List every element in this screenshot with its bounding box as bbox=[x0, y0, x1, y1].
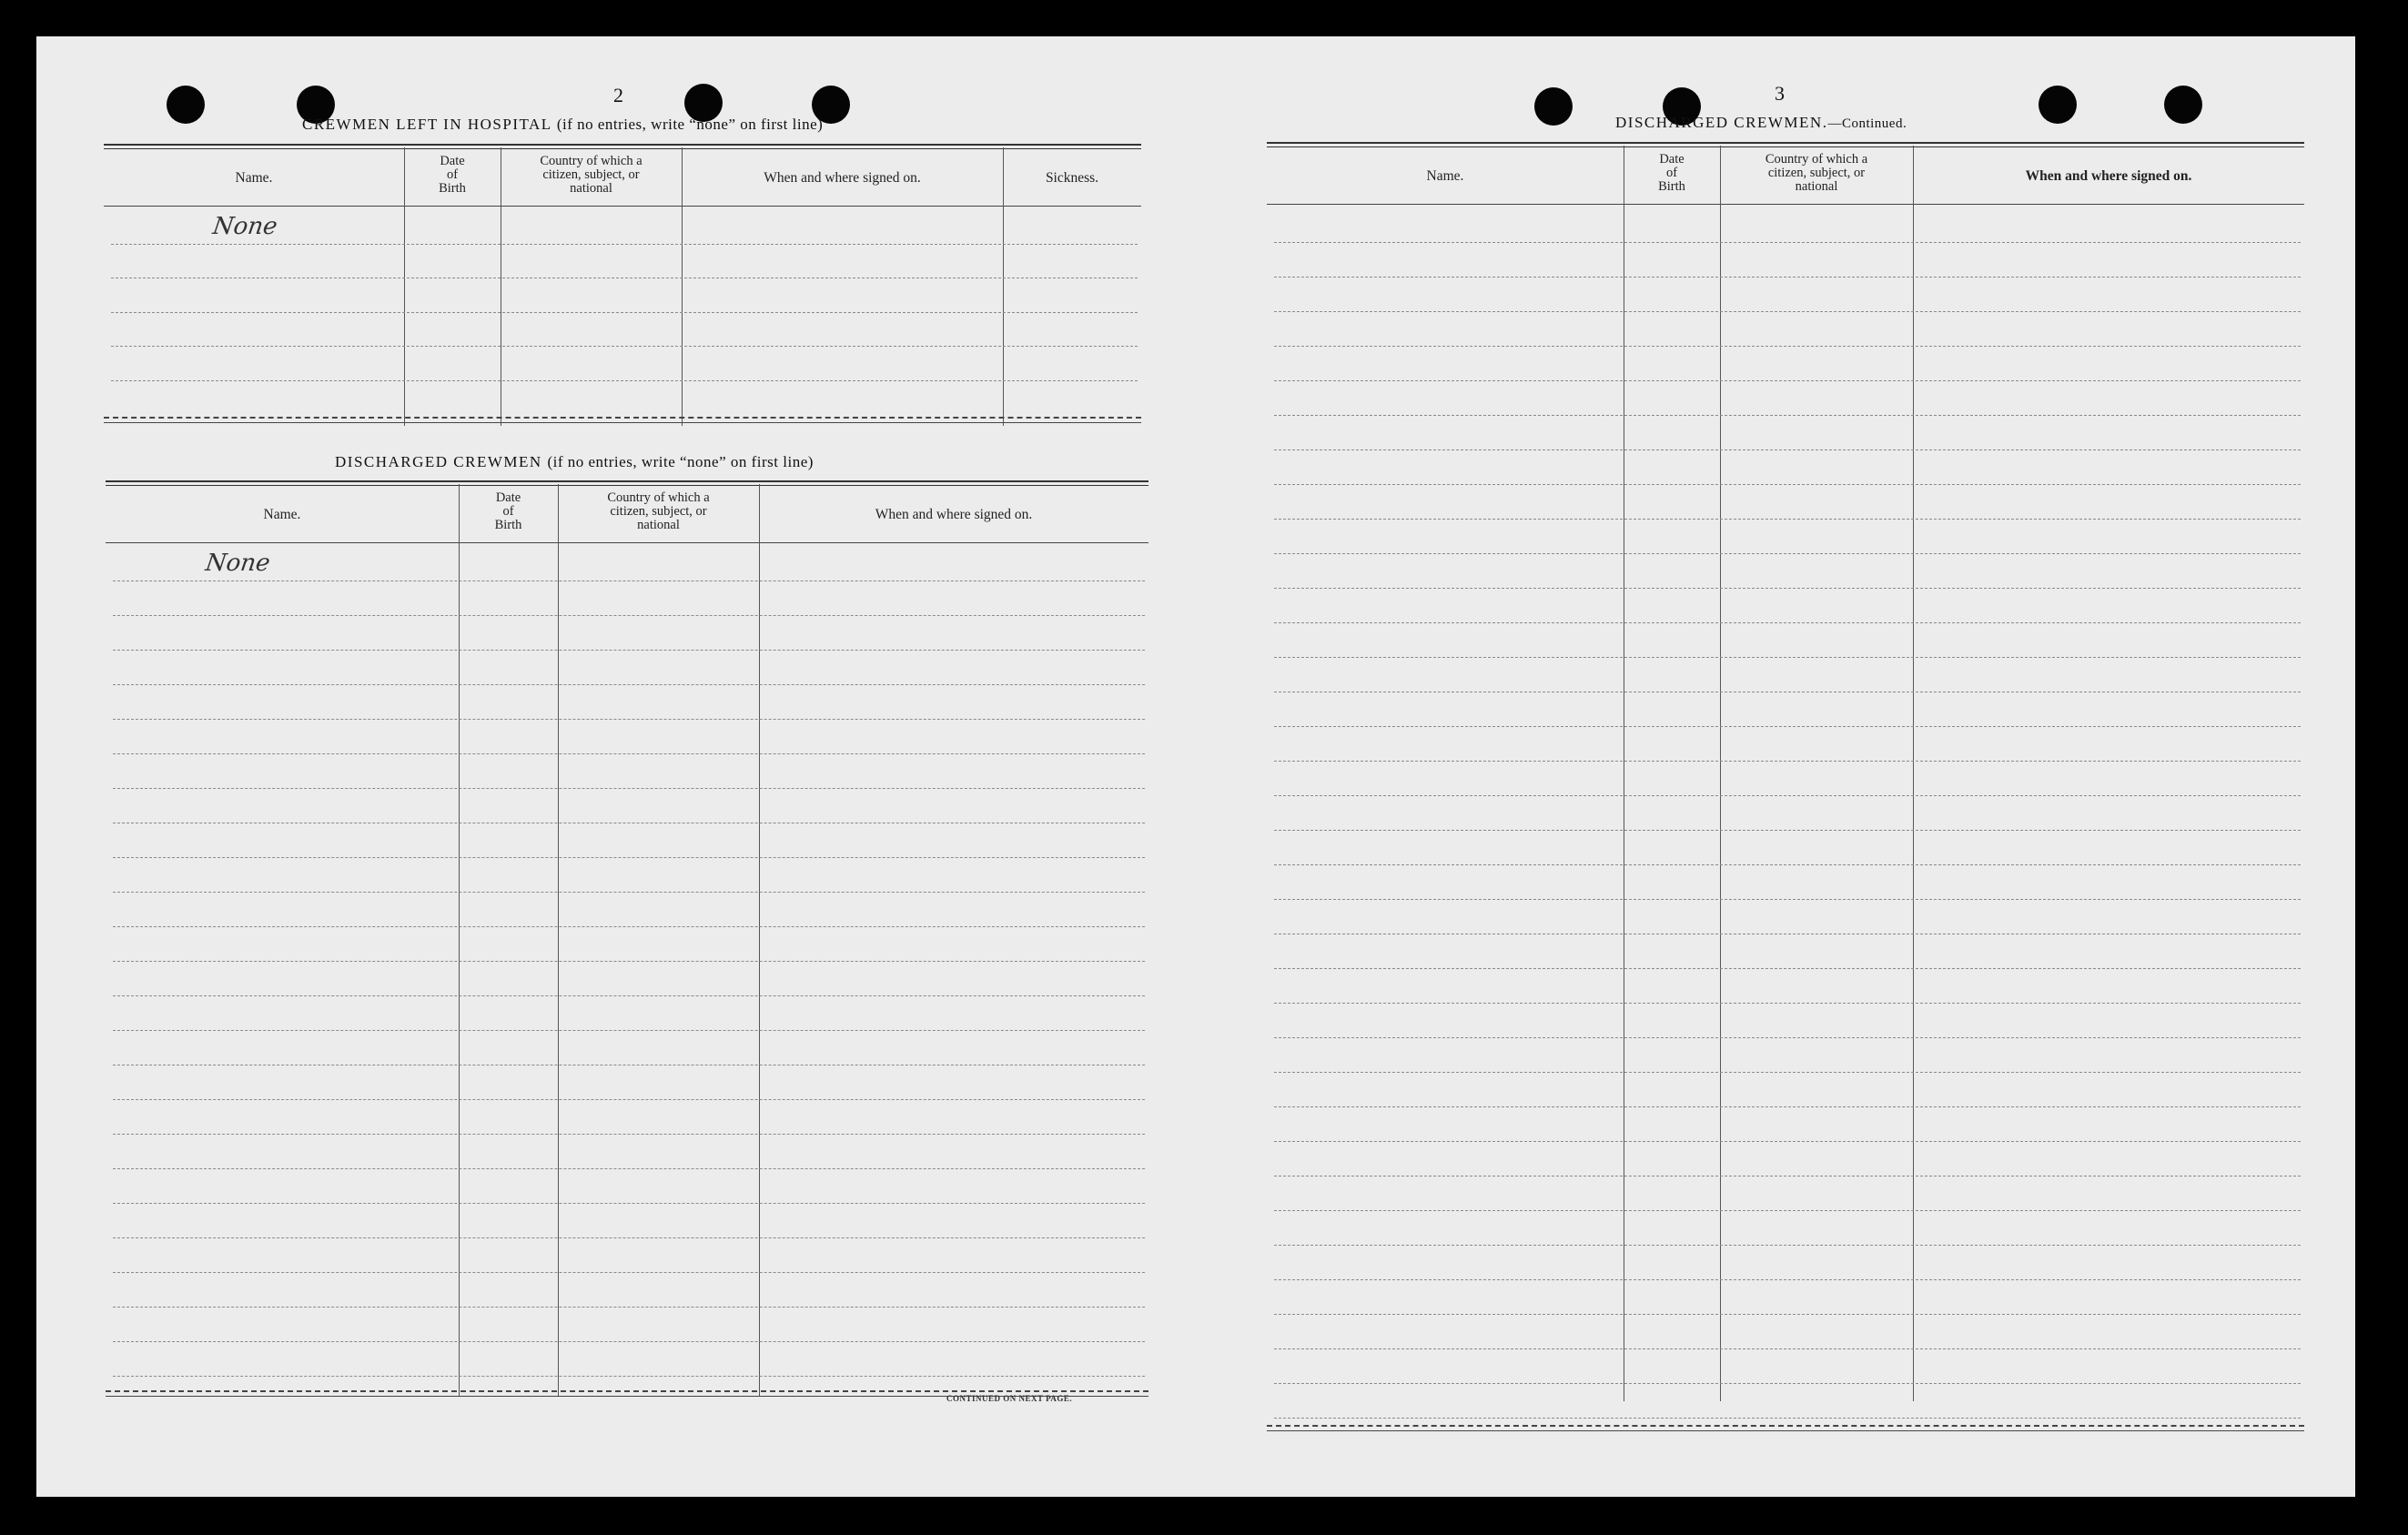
punch-hole-7 bbox=[2039, 86, 2077, 124]
ledger-sheet bbox=[36, 36, 2355, 1497]
table-row bbox=[113, 788, 1145, 789]
table-row bbox=[113, 1168, 1145, 1169]
table-row bbox=[113, 1030, 1145, 1031]
column-header-date-of-birth: Date of Birth bbox=[439, 154, 466, 196]
column-divider bbox=[1003, 147, 1004, 426]
table-row bbox=[1274, 761, 2301, 762]
table-row bbox=[1274, 1279, 2301, 1280]
column-header-date-of-birth: Date of Birth bbox=[1658, 152, 1685, 194]
discharged-section-title bbox=[335, 453, 814, 471]
table-row bbox=[113, 1203, 1145, 1204]
discharged-continued-table bbox=[1267, 142, 2304, 1416]
discharged-continued-title bbox=[1615, 114, 1907, 132]
table-row bbox=[1274, 1314, 2301, 1315]
table-row bbox=[1274, 968, 2301, 969]
table-row bbox=[113, 1237, 1145, 1238]
table-row bbox=[113, 1307, 1145, 1308]
column-header-country: Country of which a citizen, subject, or national bbox=[1765, 152, 1868, 194]
table-row bbox=[1274, 1003, 2301, 1004]
column-header-name: Name. bbox=[263, 507, 301, 522]
table-row bbox=[1274, 899, 2301, 900]
column-header-signed-on: When and where signed on. bbox=[2025, 168, 2192, 184]
column-header-sickness: Sickness. bbox=[1045, 170, 1099, 186]
table-row bbox=[1274, 277, 2301, 278]
table-row bbox=[113, 1376, 1145, 1377]
column-header-signed-on: When and where signed on. bbox=[875, 507, 1033, 522]
table-row bbox=[1274, 380, 2301, 381]
table-row bbox=[1274, 795, 2301, 796]
table-bottom-rule bbox=[1267, 1425, 2304, 1427]
discharged-table bbox=[106, 480, 1148, 1427]
table-row bbox=[111, 346, 1138, 347]
column-header-country: Country of which a citizen, subject, or national bbox=[540, 154, 642, 196]
table-row bbox=[1274, 588, 2301, 589]
table-row bbox=[1274, 553, 2301, 554]
table-row bbox=[113, 1134, 1145, 1135]
handwritten-entry: None bbox=[203, 550, 272, 577]
handwritten-entry: None bbox=[210, 213, 279, 240]
hospital-title-instruction: (if no entries, write “none” on first line) bbox=[556, 116, 824, 133]
table-row bbox=[111, 312, 1138, 313]
table-row bbox=[1274, 726, 2301, 727]
table-row bbox=[1274, 242, 2301, 243]
column-divider bbox=[558, 484, 559, 1396]
table-row bbox=[1274, 519, 2301, 520]
header-rule bbox=[104, 206, 1141, 207]
table-row bbox=[1274, 657, 2301, 658]
table-row bbox=[1274, 1348, 2301, 1349]
discharged-title-instruction: (if no entries, write “none” on first line) bbox=[547, 453, 814, 470]
table-row bbox=[1274, 864, 2301, 865]
table-row bbox=[113, 961, 1145, 962]
table-row bbox=[113, 926, 1145, 927]
column-header-date-of-birth: Date of Birth bbox=[494, 490, 522, 532]
table-top-rule bbox=[1267, 142, 2304, 147]
table-row bbox=[1274, 484, 2301, 485]
punch-hole-5 bbox=[1534, 87, 1573, 126]
table-bottom-rule bbox=[104, 417, 1141, 419]
table-row bbox=[1274, 1072, 2301, 1073]
header-rule bbox=[1267, 204, 2304, 205]
table-row bbox=[113, 857, 1145, 858]
continued-footer: CONTINUED ON NEXT PAGE. bbox=[946, 1394, 1073, 1403]
table-row bbox=[111, 244, 1138, 245]
table-row bbox=[1274, 830, 2301, 831]
table-row bbox=[1274, 1037, 2301, 1038]
column-header-signed-on: When and where signed on. bbox=[764, 170, 921, 186]
table-row bbox=[1274, 449, 2301, 450]
table-row bbox=[113, 650, 1145, 651]
page-number-right: 3 bbox=[1775, 82, 1785, 105]
column-header-name: Name. bbox=[235, 170, 273, 186]
table-row bbox=[1274, 1418, 2301, 1419]
table-row bbox=[1274, 1210, 2301, 1211]
column-header-country: Country of which a citizen, subject, or national bbox=[607, 490, 710, 532]
table-row bbox=[113, 1099, 1145, 1100]
continued-title-text: DISCHARGED CREWMEN. bbox=[1615, 114, 1828, 131]
table-row bbox=[1274, 622, 2301, 623]
column-header-name: Name. bbox=[1426, 168, 1464, 184]
table-row bbox=[113, 1272, 1145, 1273]
column-divider bbox=[459, 484, 460, 1396]
table-row bbox=[113, 995, 1145, 996]
table-top-rule bbox=[106, 480, 1148, 486]
page-number-left: 2 bbox=[613, 84, 623, 106]
table-row bbox=[113, 684, 1145, 685]
column-divider bbox=[682, 147, 683, 426]
hospital-title-text: CREWMEN LEFT IN HOSPITAL bbox=[302, 116, 552, 133]
table-bottom-rule bbox=[1267, 1430, 2304, 1431]
table-row bbox=[113, 1341, 1145, 1342]
table-row bbox=[1274, 311, 2301, 312]
hospital-table bbox=[104, 144, 1141, 468]
continued-title-suffix: —Continued. bbox=[1827, 116, 1907, 131]
table-row bbox=[1274, 1383, 2301, 1384]
table-row bbox=[1274, 346, 2301, 347]
column-divider bbox=[1913, 146, 1914, 1401]
table-row bbox=[113, 719, 1145, 720]
hospital-section-title bbox=[302, 116, 823, 134]
header-rule bbox=[106, 542, 1148, 543]
punch-hole-8 bbox=[2164, 86, 2202, 124]
table-row bbox=[1274, 1141, 2301, 1142]
table-row bbox=[113, 892, 1145, 893]
punch-hole-1 bbox=[167, 86, 205, 124]
table-row bbox=[111, 380, 1138, 381]
discharged-title-text: DISCHARGED CREWMEN bbox=[335, 453, 542, 470]
table-row bbox=[113, 753, 1145, 754]
table-row bbox=[1274, 415, 2301, 416]
table-row bbox=[1274, 1245, 2301, 1246]
column-divider bbox=[1720, 146, 1721, 1401]
table-bottom-rule bbox=[104, 422, 1141, 423]
table-row bbox=[1274, 1106, 2301, 1107]
table-row bbox=[113, 615, 1145, 616]
column-divider bbox=[759, 484, 760, 1396]
table-bottom-rule bbox=[106, 1390, 1148, 1392]
table-top-rule bbox=[104, 144, 1141, 149]
